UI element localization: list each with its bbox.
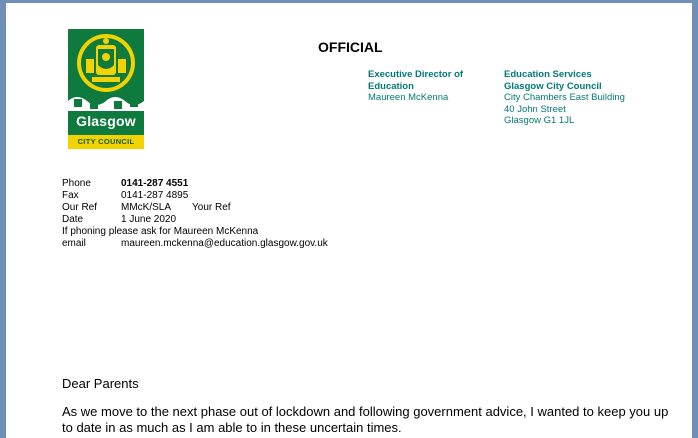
crest-icon: [74, 33, 138, 95]
sender-name: Maureen McKenna: [368, 92, 449, 103]
classification-heading: OFFICIAL: [318, 39, 383, 55]
letter-paragraph: As we move to the next phase out of lockdown and following government advice, I wanted to keep you up to date in as much as I am able to in these uncertain times.: [62, 404, 669, 435]
date-value: 1 June 2020: [121, 214, 177, 225]
letter-page: [6, 3, 692, 438]
your-ref-label: Your Ref: [192, 202, 231, 213]
phone-value[interactable]: 0141-287 4551: [121, 178, 189, 189]
address-street: 40 John Street: [504, 103, 566, 115]
logo-subtitle: CITY COUNCIL: [68, 135, 144, 149]
address-building: City Chambers East Building: [504, 92, 625, 103]
our-ref-label: Our Ref: [62, 202, 98, 213]
sender-title: Executive Director of Education: [368, 69, 464, 92]
salutation: Dear Parents: [62, 376, 139, 391]
phone-label: Phone: [62, 178, 91, 189]
glasgow-city-council-logo: [68, 29, 144, 149]
address-council: Glasgow City Council: [504, 80, 602, 92]
email-label: email: [62, 238, 86, 249]
fax-value: 0141-287 4895: [121, 190, 189, 201]
address-block: [504, 69, 654, 127]
date-label: Date: [62, 214, 84, 225]
fax-label: Fax: [62, 190, 79, 201]
our-ref-value: MMcK/SLA: [121, 202, 172, 213]
email-link[interactable]: maureen.mckenna@education.glasgow.gov.uk: [121, 238, 328, 249]
logo-name: Glasgow: [76, 113, 136, 129]
address-department: Education Services: [504, 69, 592, 80]
sender-block: [368, 69, 488, 104]
address-city: Glasgow G1 1JL: [504, 115, 575, 126]
phoning-note: If phoning please ask for Maureen McKenna: [62, 226, 259, 237]
